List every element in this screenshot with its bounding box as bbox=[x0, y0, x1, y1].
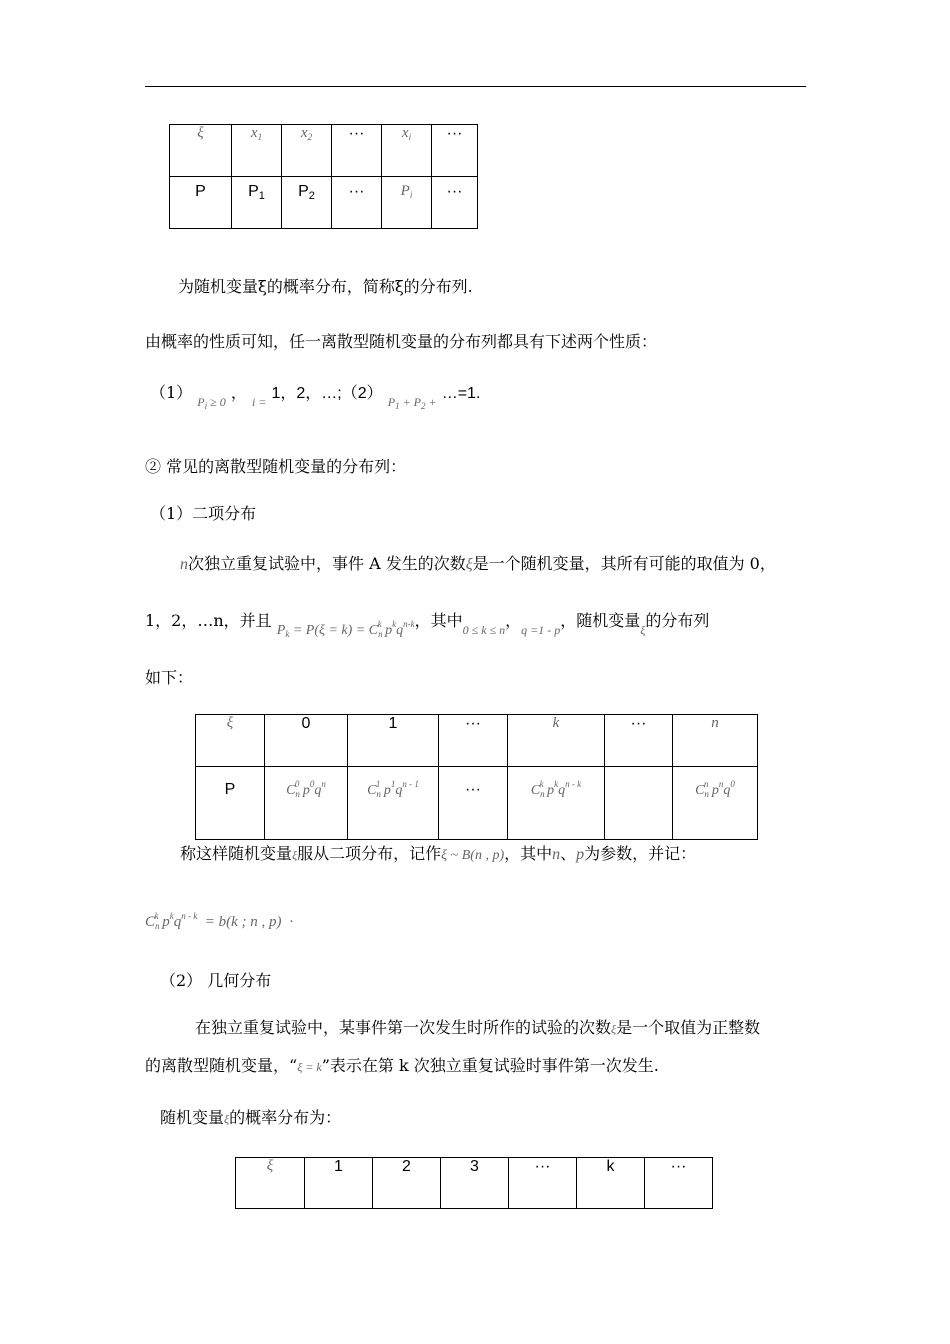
cell-binom-0: $C_n^0$ $p^0q^n$ bbox=[265, 767, 348, 840]
paragraph: ② 常见的离散型随机变量的分布列： bbox=[145, 457, 407, 476]
cell-1: 1 bbox=[305, 1158, 373, 1209]
cell-empty bbox=[605, 767, 673, 840]
paragraph: n次独立重复试验中，事件 A 发生的次数ξ是一个随机变量，其所有可能的取值为 0， bbox=[180, 554, 776, 573]
cell-ellipsis: ··· bbox=[439, 715, 508, 767]
section-heading: （1）二项分布 bbox=[150, 504, 257, 523]
cell-ellipsis: ··· bbox=[432, 177, 478, 229]
cell-ellipsis: ··· bbox=[332, 177, 382, 229]
cell-xi: ξ bbox=[196, 715, 265, 767]
cell-n: n bbox=[673, 715, 758, 767]
cell-p1: $P_1$ bbox=[232, 177, 282, 229]
paragraph: 为随机变量ξ的概率分布，简称ξ的分布列. bbox=[178, 277, 473, 296]
cell-ellipsis: ··· bbox=[439, 767, 508, 840]
cell-ellipsis: ··· bbox=[332, 125, 382, 177]
cell-ellipsis: ··· bbox=[645, 1158, 713, 1209]
distribution-table-general bbox=[169, 124, 478, 229]
paragraph: 由概率的性质可知，任一离散型随机变量的分布列都具有下述两个性质： bbox=[145, 332, 658, 351]
cell-p: P bbox=[170, 177, 232, 229]
header-rule bbox=[145, 86, 806, 87]
paragraph: 称这样随机变量ξ服从二项分布，记作ξ ~ B(n , p)，其中n、p为参数，并记： bbox=[180, 844, 697, 863]
paragraph-properties: （1） $_{P_i \ge 0}$ ， $_{i =}$ 1，2，…;（2） $_{P_1 + P_2 +}$ …=1. bbox=[150, 383, 481, 411]
paragraph: 如下： bbox=[145, 668, 194, 687]
cell-k: k bbox=[577, 1158, 645, 1209]
cell-binom-1: $C_n^1$ $p^1q^{n - 1}$ bbox=[348, 767, 439, 840]
cell-xi: ξ bbox=[170, 125, 232, 177]
cell-pi: $P_i$ bbox=[382, 177, 432, 229]
section-heading: （2） 几何分布 bbox=[160, 971, 272, 990]
cell-binom-k: $C_n^k$ $p^kq^{n - k}$ bbox=[508, 767, 605, 840]
geometric-distribution-table bbox=[235, 1157, 713, 1209]
paragraph: 的离散型随机变量，“ξ = k”表示在第 k 次独立重复试验时事件第一次发生. bbox=[145, 1056, 659, 1075]
cell-binom-n: $C_n^n$ $p^nq^0$ bbox=[673, 767, 758, 840]
cell-p2: $P_2$ bbox=[282, 177, 332, 229]
cell-0: 0 bbox=[265, 715, 348, 767]
paragraph-formula: 1，2，…n，并且 $P_k = P(\xi = k) = C_n^k$ $p^kq^{n-k}$，其中$_{0 \le k \le n}$，$_{q =1 - p}$，随机变量$_\xi$的分布列 bbox=[145, 611, 710, 639]
cell-ellipsis: ··· bbox=[432, 125, 478, 177]
cell-3: 3 bbox=[441, 1158, 509, 1209]
cell-x2: $x_2$ bbox=[282, 125, 332, 177]
cell-x1: $x_1$ bbox=[232, 125, 282, 177]
paragraph: 随机变量ξ的概率分布为： bbox=[160, 1108, 342, 1127]
cell-ellipsis: ··· bbox=[509, 1158, 577, 1209]
cell-k: k bbox=[508, 715, 605, 767]
cell-p: P bbox=[196, 767, 265, 840]
cell-xi-sub: $x_i$ bbox=[382, 125, 432, 177]
formula-binomial-notation: $C_n^k$ $p^kq^{n - k} = b(k$ ; n , p) · bbox=[145, 911, 295, 931]
cell-ellipsis: ··· bbox=[605, 715, 673, 767]
cell-1: 1 bbox=[348, 715, 439, 767]
binomial-distribution-table bbox=[195, 714, 758, 840]
paragraph: 在独立重复试验中，某事件第一次发生时所作的试验的次数ξ是一个取值为正整数 bbox=[195, 1018, 761, 1037]
cell-2: 2 bbox=[373, 1158, 441, 1209]
cell-xi: ξ bbox=[236, 1158, 305, 1209]
